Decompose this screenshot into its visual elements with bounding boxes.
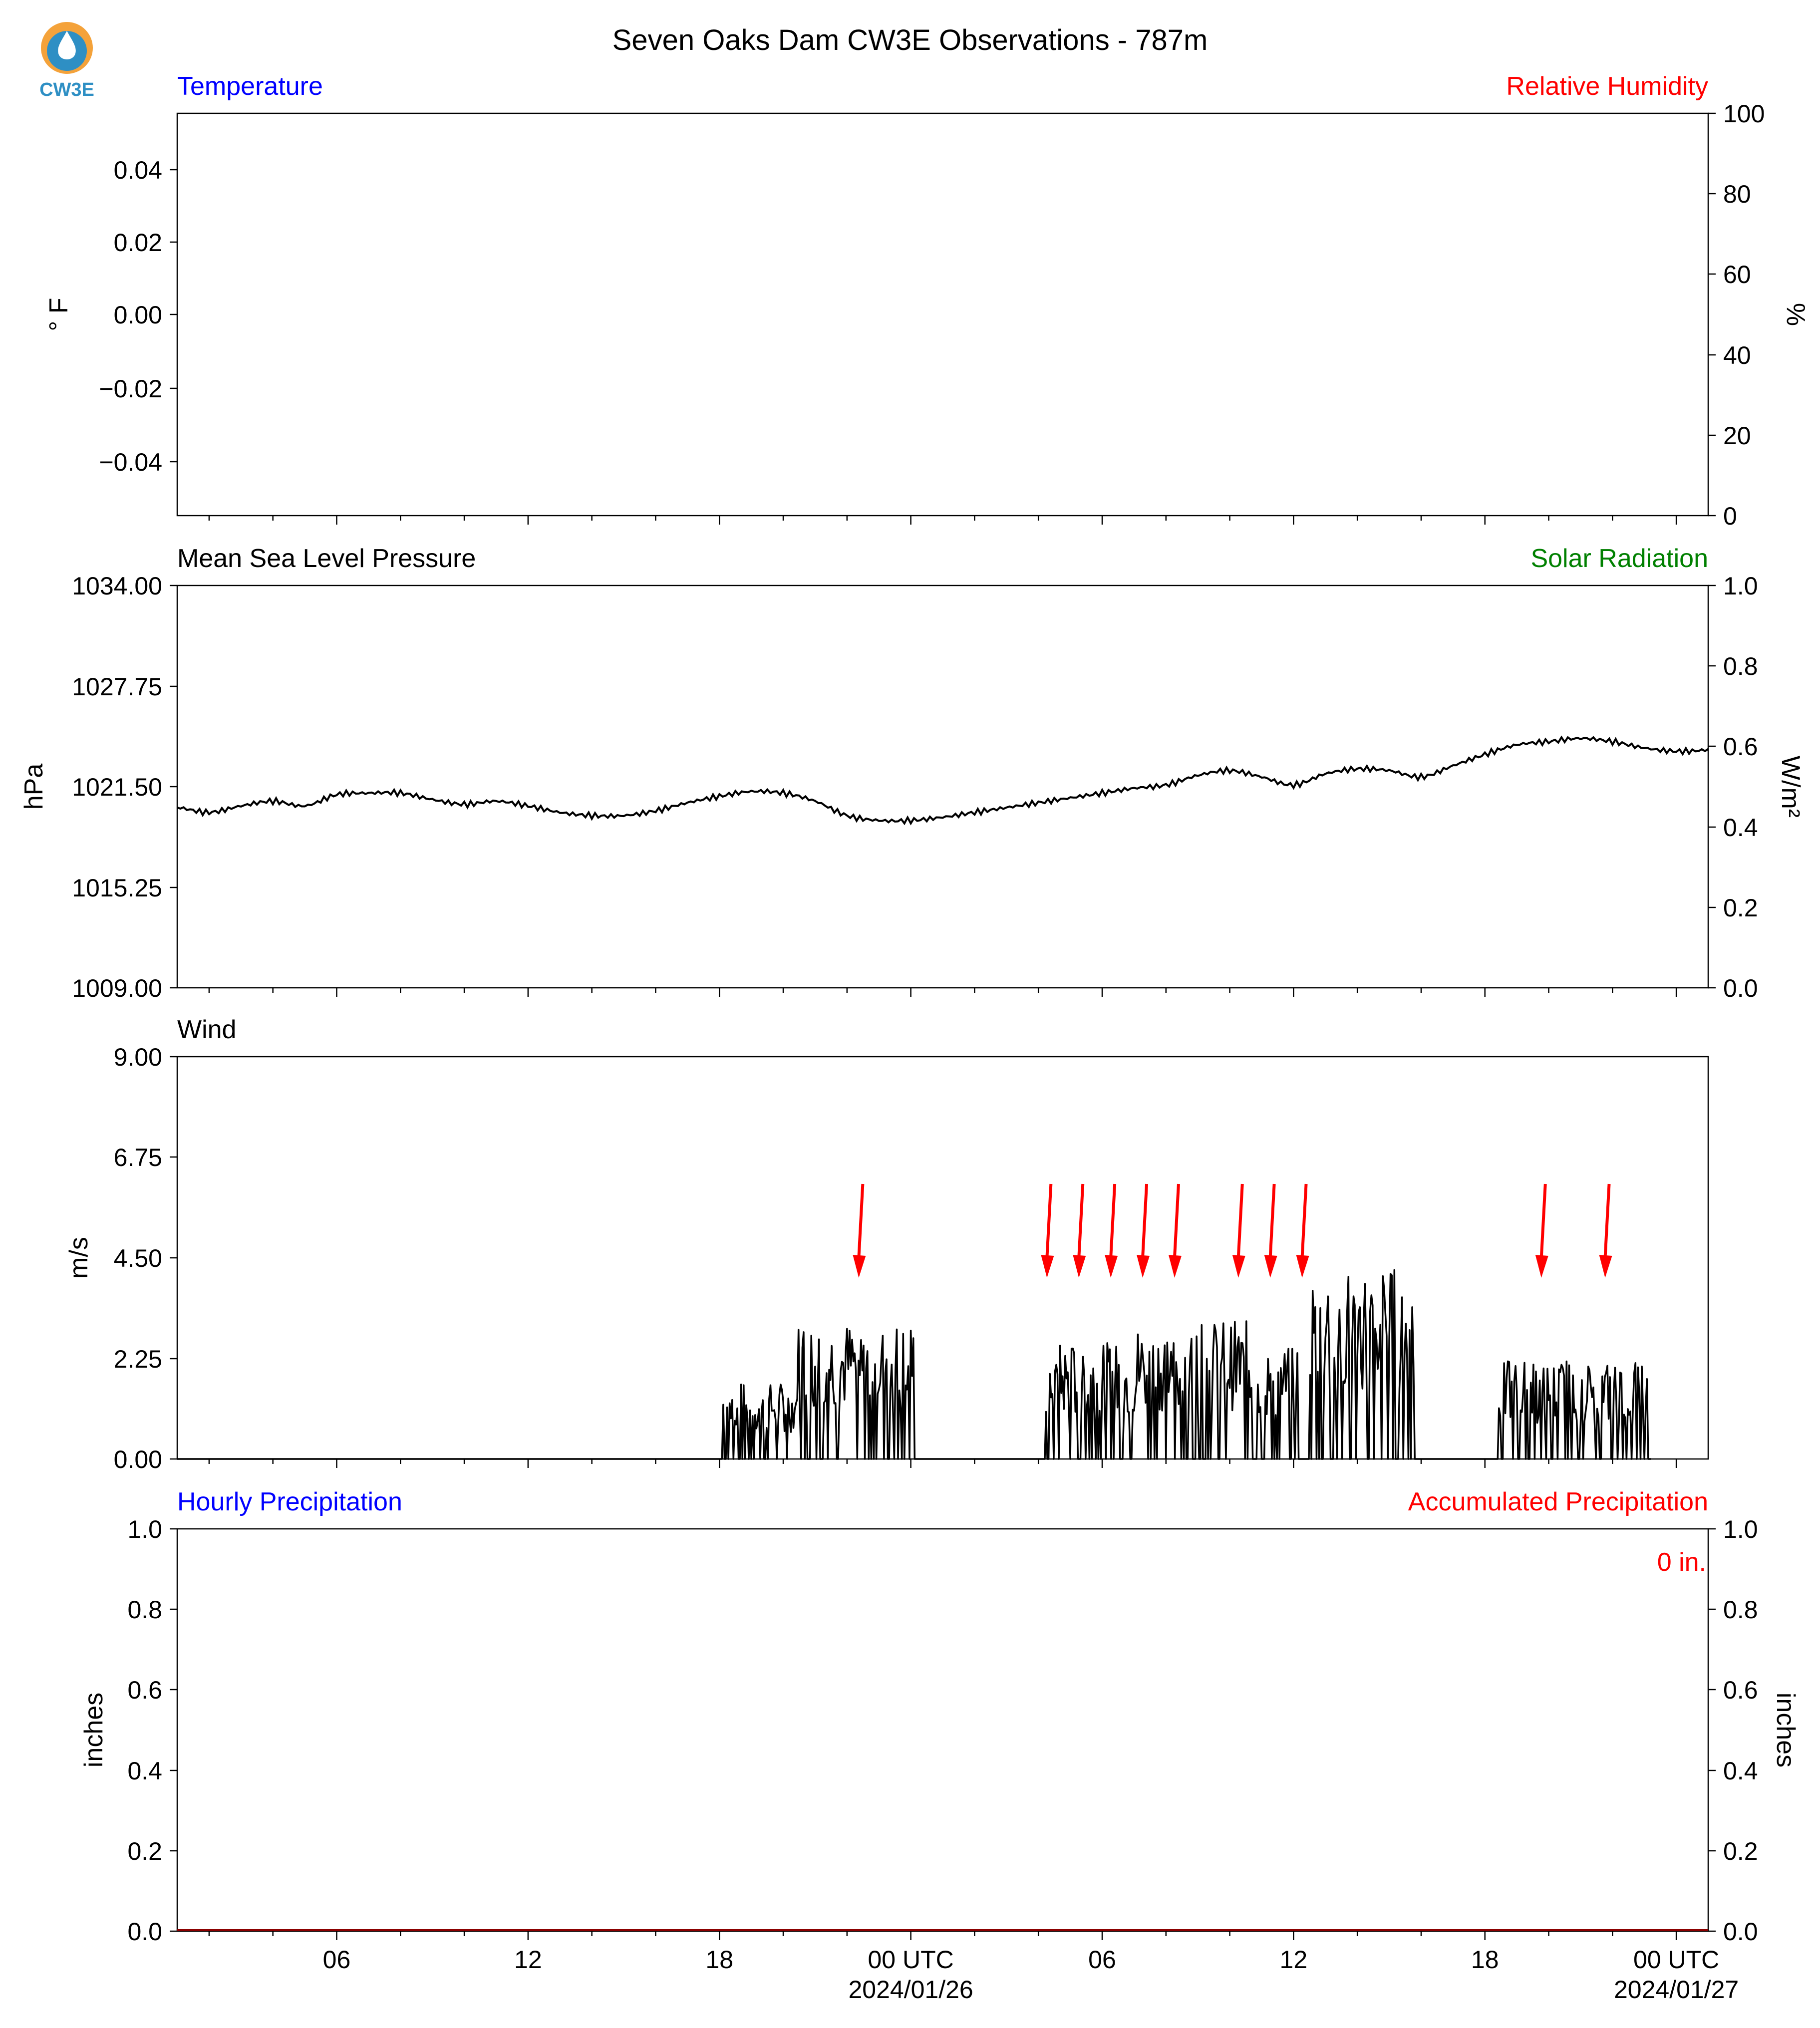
humidity-axis-label: % xyxy=(1781,302,1810,326)
pressure-tick-label: 1009.00 xyxy=(72,974,162,1002)
wind-tick-label: 2.25 xyxy=(113,1345,162,1373)
x-tick-label: 00 UTC xyxy=(1633,1946,1720,1974)
accumulated-total-text: 0 in. xyxy=(1657,1548,1706,1577)
pressure-tick-label: 1021.50 xyxy=(72,773,162,801)
solar-tick-label: 0.2 xyxy=(1723,894,1758,922)
accumulated-precipitation-label: Accumulated Precipitation xyxy=(1408,1487,1708,1516)
x-tick-label: 18 xyxy=(1471,1946,1499,1974)
x-tick-label: 00 UTC xyxy=(868,1946,954,1974)
chart-title: Seven Oaks Dam CW3E Observations - 787m xyxy=(612,24,1208,56)
hourly-precip-tick-label: 0.2 xyxy=(127,1837,162,1865)
solar-tick-label: 0.6 xyxy=(1723,733,1758,761)
hourly-precip-tick-label: 0.4 xyxy=(127,1757,162,1785)
hourly-precipitation-label: Hourly Precipitation xyxy=(177,1487,402,1516)
x-tick-label: 12 xyxy=(514,1946,542,1974)
wind-tick-label: 6.75 xyxy=(113,1144,162,1171)
pressure-tick-label: 1027.75 xyxy=(72,673,162,701)
pressure-tick-label: 1015.25 xyxy=(72,874,162,902)
humidity-tick-label: 20 xyxy=(1723,422,1751,450)
wind-tick-label: 0.00 xyxy=(113,1446,162,1473)
wind-tick-label: 4.50 xyxy=(113,1244,162,1272)
x-tick-label: 06 xyxy=(322,1946,351,1974)
wind-label: Wind xyxy=(177,1015,237,1044)
accum-precip-tick-label: 1.0 xyxy=(1723,1515,1758,1543)
pressure-tick-label: 1034.00 xyxy=(72,572,162,600)
temperature-tick-label: 0.02 xyxy=(113,229,162,257)
hourly-precip-tick-label: 0.8 xyxy=(127,1596,162,1624)
humidity-tick-label: 80 xyxy=(1723,180,1751,208)
hourly-precip-tick-label: 0.0 xyxy=(127,1918,162,1946)
humidity-tick-label: 40 xyxy=(1723,341,1751,369)
solar-tick-label: 1.0 xyxy=(1723,572,1758,600)
hourly-precip-tick-label: 1.0 xyxy=(127,1515,162,1543)
temperature-tick-label: 0.00 xyxy=(113,301,162,329)
humidity-tick-label: 100 xyxy=(1723,100,1765,128)
pressure-label: Mean Sea Level Pressure xyxy=(177,544,476,573)
x-date-label: 2024/01/26 xyxy=(848,1976,973,2004)
solar-tick-label: 0.0 xyxy=(1723,974,1758,1002)
relative-humidity-label: Relative Humidity xyxy=(1506,72,1708,101)
temperature-axis-label: ° F xyxy=(44,297,73,331)
pressure-axis-label: hPa xyxy=(19,763,48,810)
accum-precip-tick-label: 0.0 xyxy=(1723,1918,1758,1946)
hourly-precip-tick-label: 0.6 xyxy=(127,1676,162,1704)
humidity-tick-label: 0 xyxy=(1723,502,1737,530)
accum-precip-axis-label: inches xyxy=(1771,1692,1800,1768)
accum-precip-tick-label: 0.6 xyxy=(1723,1676,1758,1704)
solar-tick-label: 0.4 xyxy=(1723,814,1758,842)
cw3e-logo xyxy=(39,22,94,100)
wind-axis-label: m/s xyxy=(64,1237,93,1279)
temperature-label: Temperature xyxy=(177,72,323,101)
humidity-tick-label: 60 xyxy=(1723,261,1751,289)
hourly-precip-axis-label: inches xyxy=(79,1692,108,1768)
temperature-tick-label: −0.04 xyxy=(99,448,162,476)
accum-precip-tick-label: 0.2 xyxy=(1723,1837,1758,1865)
accum-precip-tick-label: 0.8 xyxy=(1723,1596,1758,1624)
accum-precip-tick-label: 0.4 xyxy=(1723,1757,1758,1785)
x-date-label: 2024/01/27 xyxy=(1613,1976,1739,2004)
wind-tick-label: 9.00 xyxy=(113,1043,162,1071)
temperature-tick-label: −0.02 xyxy=(99,375,162,403)
x-tick-label: 06 xyxy=(1088,1946,1116,1974)
logo-text: CW3E xyxy=(39,79,94,100)
solar-axis-label: W/m² xyxy=(1776,755,1805,818)
x-tick-label: 18 xyxy=(705,1946,734,1974)
solar-tick-label: 0.8 xyxy=(1723,652,1758,680)
temperature-tick-label: 0.04 xyxy=(113,156,162,184)
x-tick-label: 12 xyxy=(1279,1946,1308,1974)
solar-radiation-label: Solar Radiation xyxy=(1530,544,1708,573)
